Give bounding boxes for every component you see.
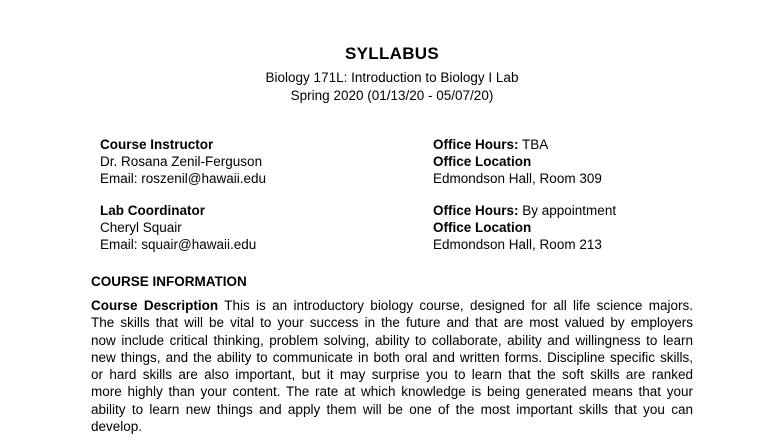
instructor-role: Course Instructor <box>100 137 214 152</box>
description-line: This is an introductory biology course, designed for all life science majors. <box>218 298 693 313</box>
instructor-office-location-label: Office Location <box>433 154 532 169</box>
coordinator-office-hours-label: Office Hours: <box>433 203 519 218</box>
instructor-email: Email: roszenil@hawaii.edu <box>100 171 267 186</box>
course-name: Biology 171L: Introduction to Biology I Lab <box>265 70 519 85</box>
coordinator-office-location-value: Edmondson Hall, Room 213 <box>433 237 602 252</box>
description-line: or hard skills are also important, but it may surprise you to learn that the soft skills are ranked <box>91 367 693 383</box>
coordinator-role: Lab Coordinator <box>100 203 205 218</box>
instructor-name: Dr. Rosana Zenil-Ferguson <box>100 154 263 169</box>
coordinator-contact <box>100 202 256 253</box>
page-title: SYLLABUS <box>344 44 439 63</box>
coordinator-office <box>433 202 616 253</box>
course-description-label: Course Description <box>91 298 219 313</box>
description-line: develop. <box>91 419 143 435</box>
coordinator-name: Cheryl Squair <box>100 220 182 235</box>
description-line: The skills that will be vital to your success in the future and that are most valued by employers <box>91 315 693 331</box>
instructor-office-location-value: Edmondson Hall, Room 309 <box>433 171 602 186</box>
course-term: Spring 2020 (01/13/20 - 05/07/20) <box>290 88 494 103</box>
instructor-office-hours-label: Office Hours: <box>433 137 519 152</box>
instructor-office-hours-value: TBA <box>518 137 549 152</box>
instructor-office <box>433 136 602 187</box>
description-line: ability to learn new things and apply them will be one of the most important skills that you can <box>91 401 693 417</box>
course-description <box>91 297 693 435</box>
description-line: more highly than your content. The rate at which knowledge is being generated means that your <box>91 384 693 400</box>
description-line: now include critical thinking, problem solving, ability to collaborate, ability and willingness to learn <box>91 332 693 348</box>
coordinator-office-location-label: Office Location <box>433 220 532 235</box>
instructor-contact <box>100 136 266 187</box>
description-line: new things, and the ability to communicate in both oral and written forms. Discipline specific skills, <box>91 349 693 365</box>
course-information-heading: COURSE INFORMATION <box>91 274 247 289</box>
coordinator-email: Email: squair@hawaii.edu <box>100 237 257 252</box>
coordinator-office-hours-value: By appointment <box>518 203 617 218</box>
